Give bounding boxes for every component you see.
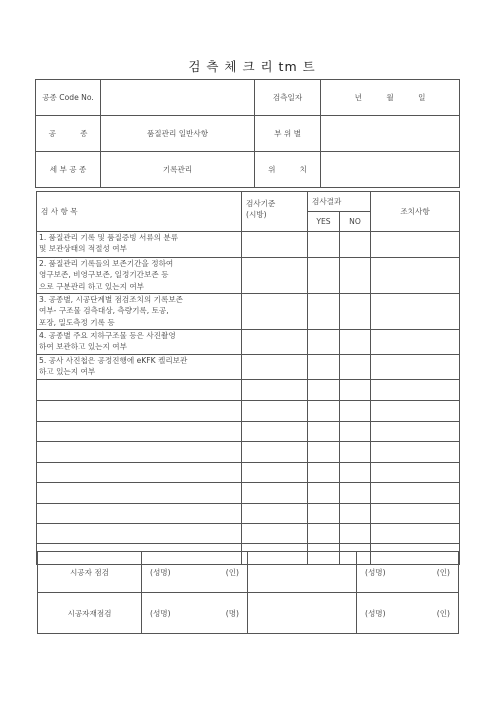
empty-item-cell[interactable] bbox=[37, 380, 242, 401]
supervisor2-seal-label: (인) bbox=[436, 608, 450, 618]
supervisor-name-label: (성명) bbox=[365, 567, 386, 577]
no-cell[interactable] bbox=[340, 504, 371, 524]
empty-item-cell[interactable] bbox=[37, 401, 242, 422]
supervisor2-signature[interactable] bbox=[357, 593, 459, 634]
yes-cell[interactable] bbox=[308, 330, 340, 355]
standard-cell[interactable] bbox=[242, 504, 308, 524]
col-no-header: NO bbox=[340, 212, 371, 232]
supervisor-seal-label: (인) bbox=[436, 567, 450, 577]
standard-cell[interactable] bbox=[242, 355, 308, 380]
action-cell[interactable] bbox=[371, 442, 460, 463]
action-cell[interactable] bbox=[371, 524, 460, 544]
standard-cell[interactable] bbox=[242, 422, 308, 442]
document-title: 검 측 체 크 리 tm 트 bbox=[188, 59, 316, 74]
yes-cell[interactable] bbox=[308, 524, 340, 544]
col-standard-header: 검사기준 (시방) bbox=[242, 192, 308, 232]
work-type-value[interactable]: 품질관리 일반사항 bbox=[101, 116, 255, 152]
code-label: 공종 Code No. bbox=[36, 80, 101, 116]
standard-cell[interactable] bbox=[242, 524, 308, 544]
inspector-signature[interactable] bbox=[142, 552, 248, 593]
detail-value[interactable]: 기록관리 bbox=[101, 152, 255, 188]
blank-cell[interactable] bbox=[248, 552, 357, 593]
empty-item-cell[interactable] bbox=[37, 442, 242, 463]
standard-cell[interactable] bbox=[242, 380, 308, 401]
action-cell[interactable] bbox=[371, 355, 460, 380]
no-cell[interactable] bbox=[340, 463, 371, 483]
work-type-label: 공 종 bbox=[36, 116, 101, 152]
action-cell[interactable] bbox=[371, 463, 460, 483]
inspector-name-label: (성명) bbox=[150, 567, 171, 577]
date-year: 년 bbox=[354, 93, 362, 102]
col-result-header: 검사결과 bbox=[308, 192, 371, 212]
action-cell[interactable] bbox=[371, 330, 460, 355]
standard-cell[interactable] bbox=[242, 483, 308, 504]
no-cell[interactable] bbox=[340, 422, 371, 442]
yes-cell[interactable] bbox=[308, 504, 340, 524]
yes-cell[interactable] bbox=[308, 422, 340, 442]
date-month: 월 bbox=[386, 93, 394, 102]
signature-table bbox=[37, 551, 459, 634]
action-cell[interactable] bbox=[371, 483, 460, 504]
no-cell[interactable] bbox=[340, 330, 371, 355]
standard-cell[interactable] bbox=[242, 401, 308, 422]
checklist-item-4: 4. 공종별 주요 지하구조물 등은 사진촬영 하여 보관하고 있는지 여부 bbox=[37, 330, 242, 355]
empty-item-cell[interactable] bbox=[37, 524, 242, 544]
action-cell[interactable] bbox=[371, 504, 460, 524]
empty-item-cell[interactable] bbox=[37, 422, 242, 442]
action-cell[interactable] bbox=[371, 401, 460, 422]
checklist-item-5: 5. 공사 사진첩은 공정진행에 eKFK 켈리보관 하고 있는지 여부 bbox=[37, 355, 242, 380]
yes-cell[interactable] bbox=[308, 483, 340, 504]
checklist-table bbox=[36, 191, 460, 565]
location-value[interactable] bbox=[321, 152, 460, 188]
yes-cell[interactable] bbox=[308, 355, 340, 380]
no-cell[interactable] bbox=[340, 401, 371, 422]
action-cell[interactable] bbox=[371, 422, 460, 442]
empty-item-cell[interactable] bbox=[37, 483, 242, 504]
col-yes-header: YES bbox=[308, 212, 340, 232]
standard-cell[interactable] bbox=[242, 232, 308, 258]
standard-cell[interactable] bbox=[242, 463, 308, 483]
date-value[interactable] bbox=[321, 80, 460, 116]
checklist-item-2: 2. 품질관리 기록들의 보존기간을 정하여 영구보존, 비영구보존, 일정기간보존 등 으로 구분관리 하고 있는지 여부 bbox=[37, 258, 242, 294]
yes-cell[interactable] bbox=[308, 380, 340, 401]
no-cell[interactable] bbox=[340, 294, 371, 330]
checklist-item-3: 3. 공종별, 시공단계별 점검조치의 기록보존 여부- 구조물 검측대상, 측량기록, 토공, 포장, 밀도측정 기록 등 bbox=[37, 294, 242, 330]
detail-label: 세 부 공 종 bbox=[36, 152, 101, 188]
date-label: 검측일자 bbox=[255, 80, 321, 116]
action-cell[interactable] bbox=[371, 232, 460, 258]
part-value[interactable] bbox=[321, 116, 460, 152]
yes-cell[interactable] bbox=[308, 401, 340, 422]
col-item-header: 검 사 항 목 bbox=[37, 192, 242, 232]
no-cell[interactable] bbox=[340, 355, 371, 380]
yes-cell[interactable] bbox=[308, 463, 340, 483]
action-cell[interactable] bbox=[371, 294, 460, 330]
supervisor2-name-label: (성명) bbox=[365, 608, 386, 618]
empty-item-cell[interactable] bbox=[37, 504, 242, 524]
checklist-item-1: 1. 품질관리 기록 및 품질증빙 서류의 분류 및 보관상태의 적절성 여부 bbox=[37, 232, 242, 258]
yes-cell[interactable] bbox=[308, 232, 340, 258]
info-table bbox=[35, 79, 460, 188]
col-action-header: 조치사항 bbox=[371, 192, 460, 232]
code-value[interactable] bbox=[101, 80, 255, 116]
reinspector-signature[interactable] bbox=[142, 593, 248, 634]
yes-cell[interactable] bbox=[308, 442, 340, 463]
yes-cell[interactable] bbox=[308, 258, 340, 294]
action-cell[interactable] bbox=[371, 380, 460, 401]
date-day: 일 bbox=[418, 93, 426, 102]
location-label: 위 치 bbox=[255, 152, 321, 188]
standard-cell[interactable] bbox=[242, 294, 308, 330]
part-label: 부 위 별 bbox=[255, 116, 321, 152]
reinspector-seal-label: (명) bbox=[225, 608, 239, 618]
no-cell[interactable] bbox=[340, 442, 371, 463]
blank-cell[interactable] bbox=[248, 593, 357, 634]
empty-item-cell[interactable] bbox=[37, 463, 242, 483]
yes-cell[interactable] bbox=[308, 294, 340, 330]
inspector-seal-label: (인) bbox=[225, 567, 239, 577]
standard-cell[interactable] bbox=[242, 258, 308, 294]
no-cell[interactable] bbox=[340, 232, 371, 258]
supervisor-signature[interactable] bbox=[357, 552, 459, 593]
reinspector-name-label: (성명) bbox=[150, 608, 171, 618]
no-cell[interactable] bbox=[340, 483, 371, 504]
standard-cell[interactable] bbox=[242, 442, 308, 463]
inspector-label: 시공자 점검 bbox=[38, 552, 142, 593]
no-cell[interactable] bbox=[340, 380, 371, 401]
standard-cell[interactable] bbox=[242, 330, 308, 355]
no-cell[interactable] bbox=[340, 524, 371, 544]
no-cell[interactable] bbox=[340, 258, 371, 294]
reinspector-label: 시공자재점검 bbox=[38, 593, 142, 634]
action-cell[interactable] bbox=[371, 258, 460, 294]
